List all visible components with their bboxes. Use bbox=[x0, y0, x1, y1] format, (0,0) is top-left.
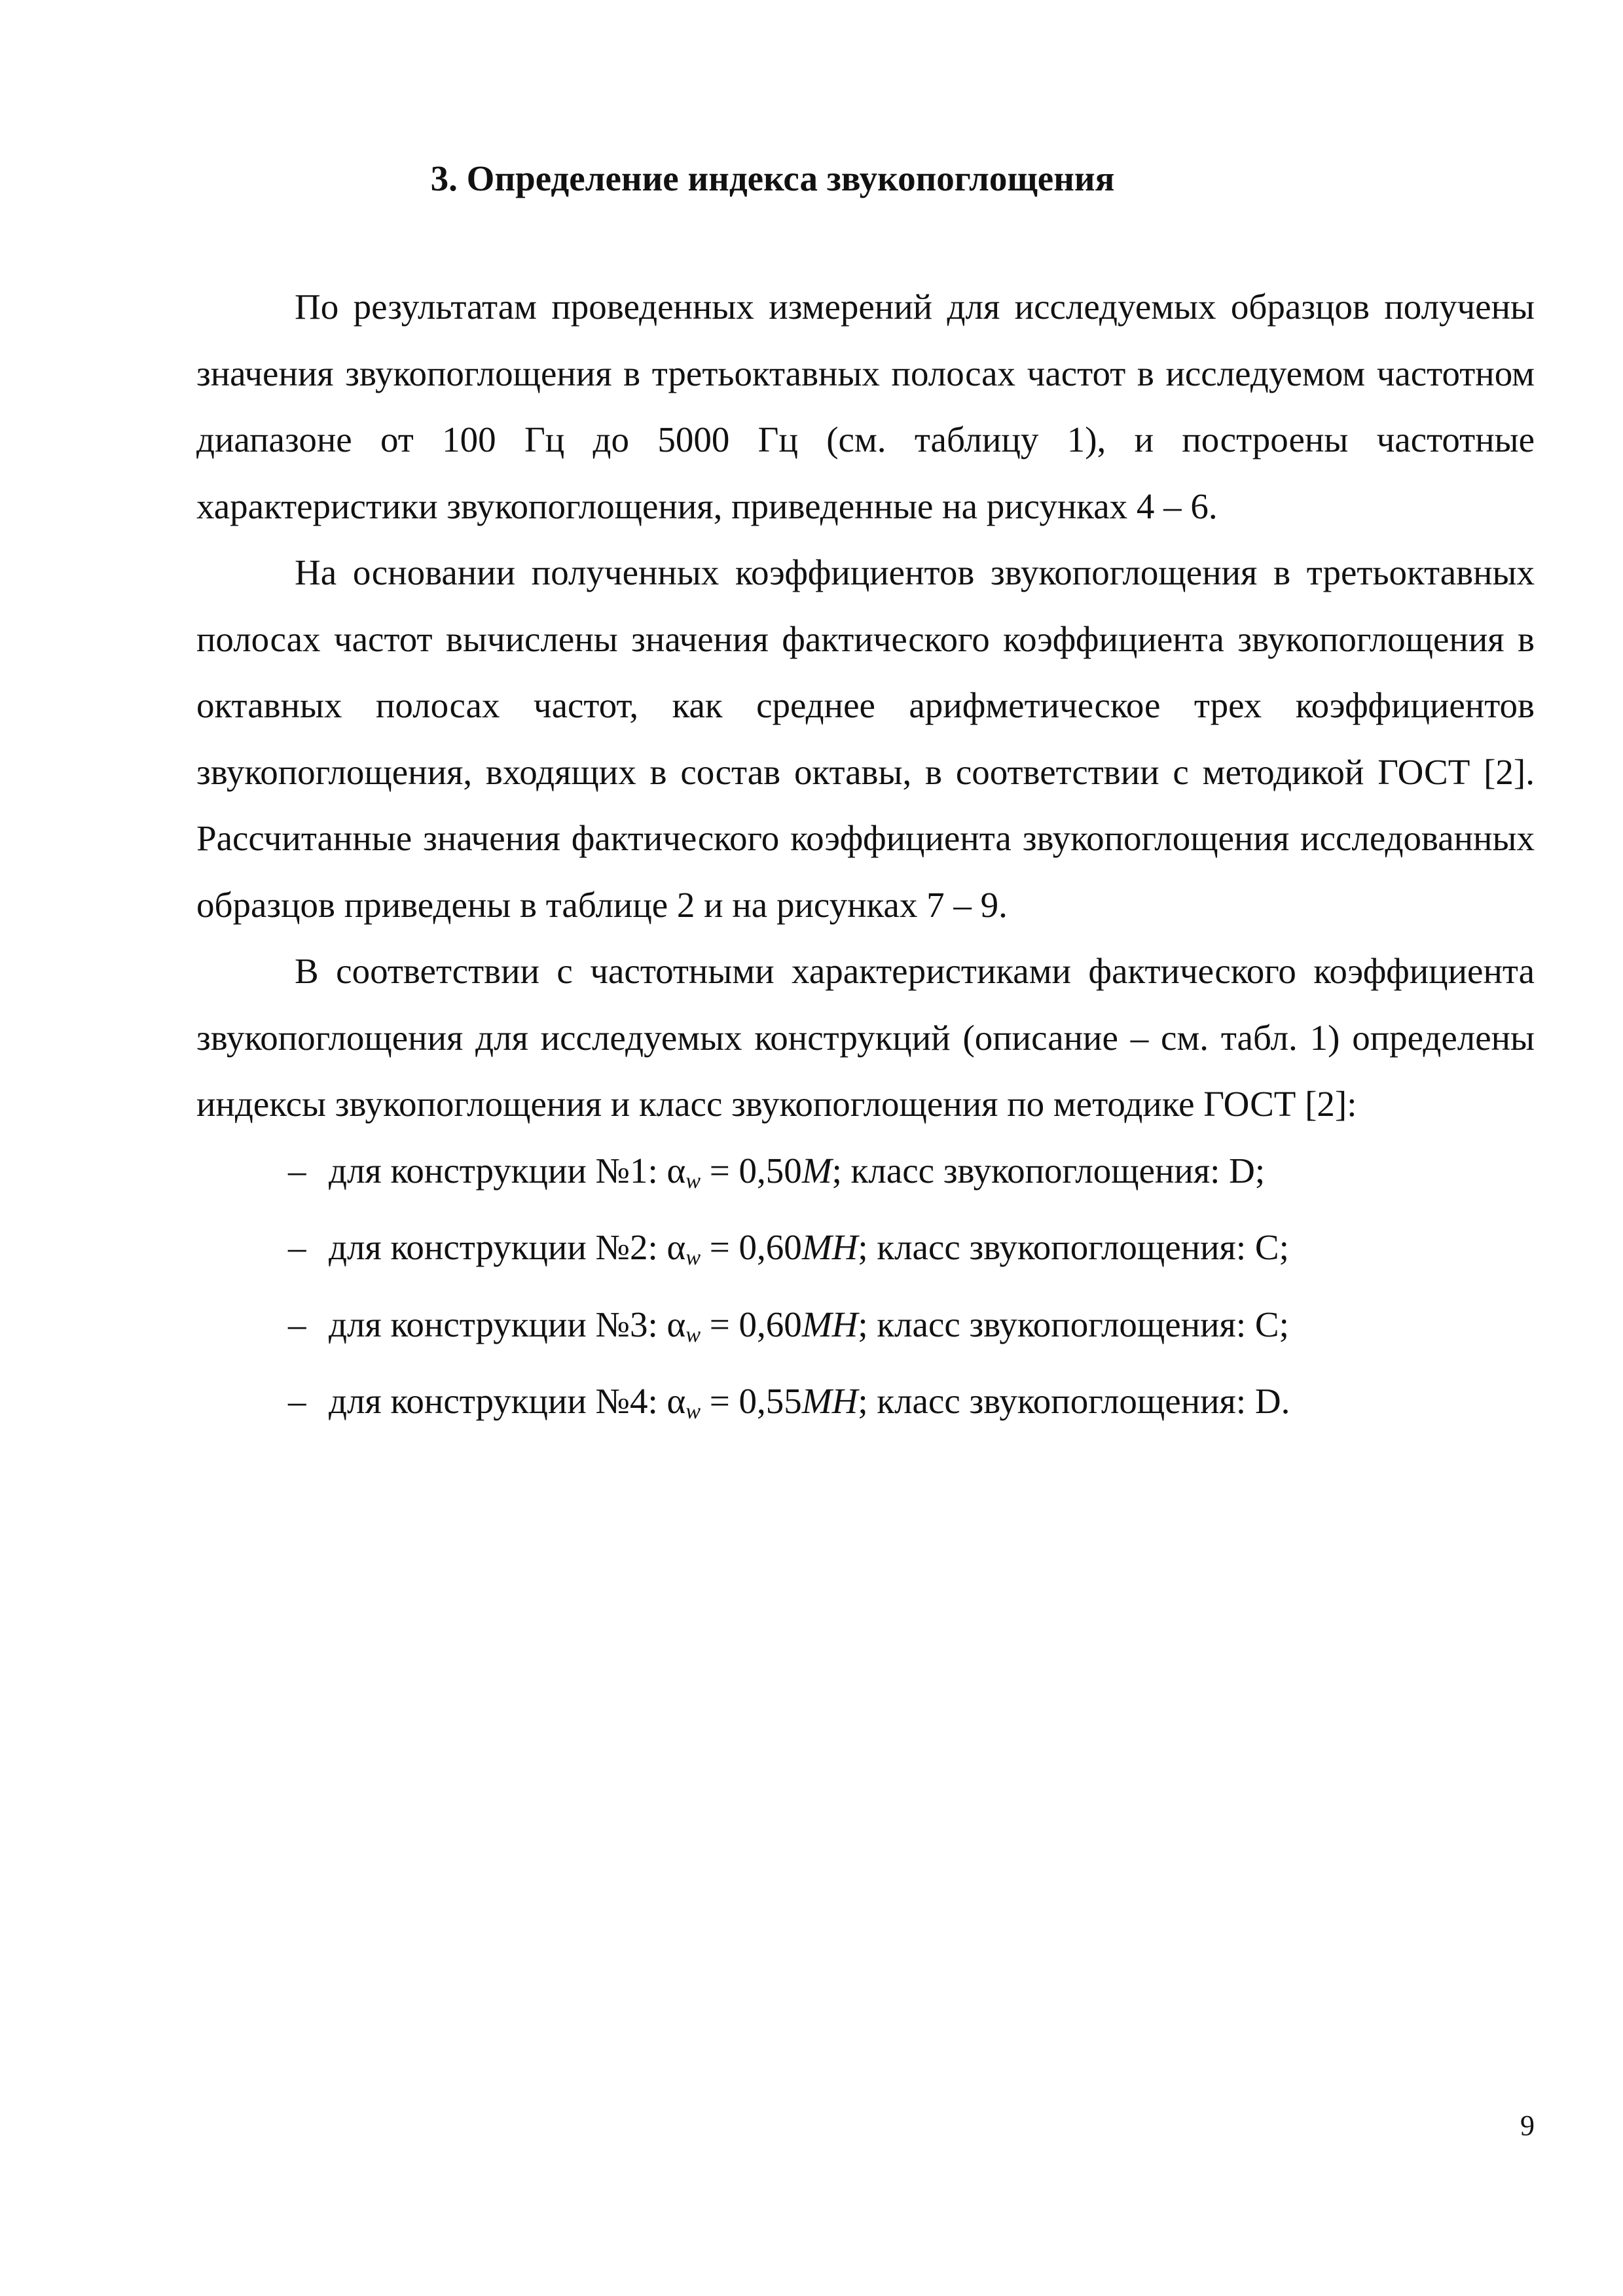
list-item-construction-4 bbox=[196, 1368, 1535, 1445]
shape-indicator: MH bbox=[801, 1381, 858, 1421]
list-bullet: – bbox=[288, 1150, 306, 1191]
shape-indicator: M bbox=[801, 1150, 832, 1191]
absorption-index-value: = 0,60 bbox=[701, 1304, 802, 1344]
alpha-subscript: w bbox=[685, 1168, 701, 1193]
section-heading: 3. Определение индекса звукопоглощения bbox=[430, 158, 1115, 198]
list-bullet: – bbox=[288, 1304, 306, 1344]
body-text bbox=[196, 274, 1535, 1445]
list-item-prefix: для конструкции №3: bbox=[329, 1304, 667, 1344]
construction-results-list bbox=[196, 1138, 1535, 1445]
alpha-symbol: α bbox=[666, 1227, 686, 1267]
alpha-subscript: w bbox=[685, 1322, 701, 1347]
list-item-prefix: для конструкции №1: bbox=[329, 1150, 667, 1191]
shape-indicator: MH bbox=[801, 1227, 858, 1267]
absorption-index-value: = 0,50 bbox=[701, 1150, 802, 1191]
alpha-symbol: α bbox=[666, 1304, 686, 1344]
absorption-class-text: ; класс звукопоглощения: D. bbox=[858, 1381, 1290, 1421]
alpha-subscript: w bbox=[685, 1246, 701, 1270]
paragraph-measurement-results: По результатам проведенных измерений для исследуемых образцов получены значения звукопоглощения в третьоктавных полосах частот в исследуемом частотном диапазоне от 100 Гц до 5000 Гц (см. таблицу 1), и построены частотные характеристики звукопоглощения, приведенные на рисунках 4 – 6. bbox=[196, 287, 1535, 526]
absorption-class-text: ; класс звукопоглощения: C; bbox=[858, 1304, 1289, 1344]
absorption-class-text: ; класс звукопоглощения: C; bbox=[858, 1227, 1289, 1267]
list-bullet: – bbox=[288, 1381, 306, 1421]
page-number: 9 bbox=[1520, 2109, 1535, 2142]
list-item-construction-1 bbox=[196, 1138, 1535, 1215]
list-item-construction-3 bbox=[196, 1291, 1535, 1369]
list-item-construction-2 bbox=[196, 1214, 1535, 1291]
alpha-symbol: α bbox=[666, 1381, 686, 1421]
absorption-index-value: = 0,55 bbox=[701, 1381, 802, 1421]
paragraph-octave-calculation: На основании полученных коэффициентов звукопоглощения в третьоктавных полосах частот вычислены значения фактического коэффициента звукопоглощения в октавных полосах частот, как среднее арифметическое трех коэффициентов звукопоглощения, входящих в состав октавы, в соответствии с методикой ГОСТ [2]. Рассчитанные значения фактического коэффициента звукопоглощения исследованных образцов приведены в таблице 2 и на рисунках 7 – 9. bbox=[196, 552, 1535, 925]
paragraph-index-determination: В соответствии с частотными характеристиками фактического коэффициента звукопоглощения для исследуемых конструкций (описание – см. табл. 1) определены индексы звукопоглощения и класс звукопоглощения по методике ГОСТ [2]: bbox=[196, 951, 1535, 1124]
alpha-symbol: α bbox=[666, 1150, 686, 1191]
shape-indicator: MH bbox=[801, 1304, 858, 1344]
absorption-index-value: = 0,60 bbox=[701, 1227, 802, 1267]
list-item-prefix: для конструкции №2: bbox=[329, 1227, 667, 1267]
list-item-prefix: для конструкции №4: bbox=[329, 1381, 667, 1421]
absorption-class-text: ; класс звукопоглощения: D; bbox=[831, 1150, 1266, 1191]
alpha-subscript: w bbox=[685, 1399, 701, 1424]
list-bullet: – bbox=[288, 1227, 306, 1267]
